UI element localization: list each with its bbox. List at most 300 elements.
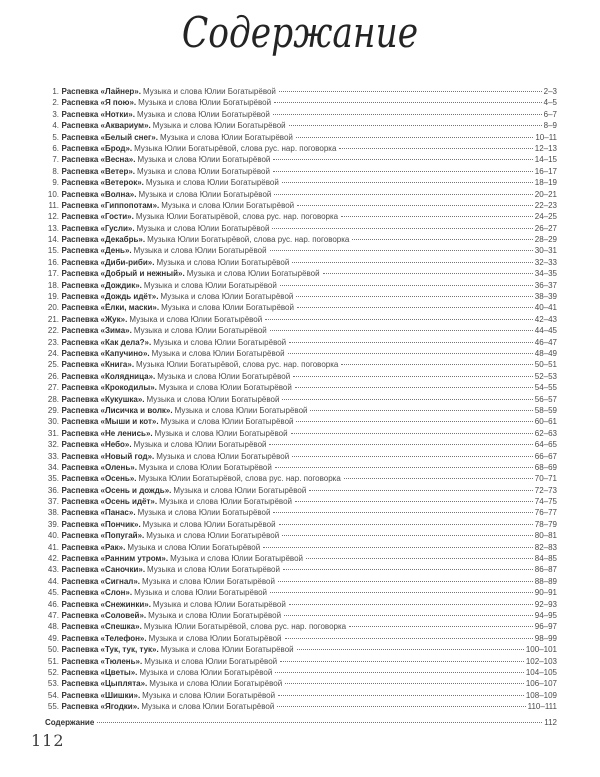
toc-entry-credit: Музыка и слова Юлии Богатырёвой (138, 462, 272, 472)
toc-entry (45, 189, 557, 200)
toc-entry-pages: 2–3 (543, 87, 557, 96)
toc-list (45, 86, 557, 712)
toc-entry-text (62, 291, 294, 302)
toc-entry-title: Распевка «Добрый и нежный». (61, 269, 185, 279)
toc-entry-credit: Музыка и слова Юлии Богатырёвой (137, 508, 271, 518)
toc-entry-pages: 68–69 (534, 462, 557, 472)
toc-leader-dots (310, 410, 532, 411)
toc-entry-credit: Музыка и слова Юлии Богатырёвой (148, 610, 282, 620)
toc-entry-text (62, 656, 278, 667)
toc-entry-credit: Музыка и слова Юлии Богатырёвой (134, 588, 268, 598)
toc-entry-title: Распевка «Соловей». (61, 610, 147, 620)
toc-leader-dots (306, 558, 533, 559)
toc-entry-title: Распевка «Небо». (61, 440, 132, 450)
toc-entry (45, 280, 557, 291)
toc-entry-pages: 38–39 (534, 292, 557, 302)
toc-entry-text (62, 154, 271, 165)
toc-entry-credit: Музыка и слова Юлии Богатырёвой (186, 269, 320, 279)
toc-entry-credit: Музыка и слова Юлии Богатырёвой (145, 178, 279, 188)
toc-entry-pages: 66–67 (534, 451, 557, 461)
toc-entry-number: 33. (47, 451, 59, 461)
toc-entry-pages: 74–75 (534, 497, 557, 507)
toc-entry-credit: Музыка и слова Юлии Богатырёвой (146, 531, 280, 541)
toc-entry-credit: Музыка и слова Юлии Богатырёвой (161, 303, 294, 313)
toc-entry-credit: Музыка Юлии Богатырёвой, слова рус. нар. поговорка (138, 474, 341, 484)
toc-entry (45, 154, 557, 165)
toc-entry-credit: Музыка и слова Юлии Богатырёвой (161, 200, 295, 210)
toc-entry-number: 41. (47, 542, 59, 552)
toc-footer-label: Содержание (45, 718, 95, 727)
toc-entry-number: 47. (47, 610, 59, 620)
toc-entry-pages: 4–5 (543, 98, 557, 108)
toc-entry-credit: Музыка и слова Юлии Богатырёвой (142, 87, 276, 96)
toc-entry-pages: 100–101 (525, 645, 557, 655)
toc-entry-credit: Музыка и слова Юлии Богатырёвой (138, 98, 272, 108)
toc-leader-dots (274, 194, 532, 195)
toc-entry (45, 633, 557, 644)
toc-entry-number: 48. (47, 622, 59, 632)
toc-entry (45, 496, 557, 507)
toc-leader-dots (292, 456, 533, 457)
toc-entry-number: 29. (47, 405, 59, 415)
toc-entry-pages: 40–41 (534, 303, 557, 313)
toc-entry-title: Распевка «Как дела?». (61, 337, 152, 347)
toc-entry (45, 599, 557, 610)
toc-entry-pages: 110–111 (527, 702, 557, 712)
toc-entry-number: 16. (47, 257, 59, 267)
toc-entry (45, 382, 557, 393)
toc-entry-pages: 16–17 (534, 166, 557, 176)
toc-entry-number: 24. (47, 348, 59, 358)
toc-leader-dots (263, 547, 533, 548)
toc-entry-text (62, 496, 293, 507)
toc-entry-credit: Музыка Юлии Богатырёвой, слова рус. нар. поговорка (136, 360, 339, 370)
toc-entry-title: Распевка «Осень». (61, 474, 137, 484)
toc-leader-dots (296, 421, 532, 422)
toc-entry-number: 11. (48, 200, 59, 210)
toc-entry-number: 18. (47, 280, 59, 290)
toc-entry-pages: 8–9 (543, 121, 557, 131)
toc-entry-number: 38. (47, 508, 59, 518)
toc-entry-title: Распевка «Олень». (61, 462, 137, 472)
toc-entry-title: Распевка «Саночки». (61, 565, 146, 575)
toc-entry-pages: 86–87 (534, 565, 557, 575)
toc-entry (45, 507, 557, 518)
toc-entry (45, 257, 557, 268)
toc-entry-number: 9. (52, 178, 59, 188)
toc-leader-dots (352, 239, 532, 240)
toc-leader-dots (272, 228, 532, 229)
toc-entry-text (62, 701, 275, 712)
toc-entry-text (62, 519, 276, 530)
toc-entry-pages: 92–93 (534, 599, 557, 609)
toc-leader-dots (323, 273, 533, 274)
toc-entry-credit: Музыка и слова Юлии Богатырёвой (153, 337, 287, 347)
toc-entry-text (62, 143, 337, 154)
toc-entry (45, 86, 557, 97)
toc-entry (45, 314, 557, 325)
toc-entry-title: Распевка «Попугай». (61, 531, 145, 541)
toc-entry-number: 36. (47, 485, 59, 495)
toc-entry-text (62, 97, 272, 108)
toc-leader-dots (339, 148, 532, 149)
toc-entry (45, 268, 557, 279)
toc-entry-text (62, 314, 263, 325)
page-number: 112 (31, 731, 65, 750)
toc-entry-text (62, 690, 276, 701)
toc-entry-pages: 84–85 (534, 554, 557, 564)
toc-entry-text (62, 257, 290, 268)
toc-leader-dots (279, 524, 533, 525)
toc-entry (45, 348, 557, 359)
toc-leader-dots (297, 205, 533, 206)
toc-entry-pages: 52–53 (534, 371, 557, 381)
toc-entry (45, 564, 557, 575)
toc-entry-number: 52. (47, 667, 59, 677)
toc-entry-number: 27. (47, 383, 59, 393)
toc-entry-credit: Музыка Юлии Богатырёвой, слова рус. нар. поговорка (147, 235, 350, 245)
toc-entry (45, 143, 557, 154)
toc-entry-credit: Музыка и слова Юлии Богатырёвой (152, 599, 286, 609)
toc-leader-dots (282, 182, 533, 183)
toc-leader-dots (344, 478, 533, 479)
toc-entry-pages: 64–65 (534, 440, 557, 450)
toc-entry-title: Распевка «Кукушка». (61, 394, 145, 404)
toc-leader-dots (289, 604, 533, 605)
toc-entry (45, 211, 557, 222)
toc-leader-dots (297, 649, 524, 650)
toc-leader-dots (295, 387, 533, 388)
toc-entry (45, 97, 557, 108)
toc-entry-number: 34. (47, 462, 59, 472)
toc-leader-dots (289, 125, 542, 126)
toc-entry-credit: Музыка и слова Юлии Богатырёвой (139, 667, 273, 677)
toc-entry-credit: Музыка и слова Юлии Богатырёвой (158, 383, 292, 393)
toc-entry (45, 701, 557, 712)
toc-entry-credit: Музыка и слова Юлии Богатырёвой (147, 565, 280, 575)
toc-entry (45, 667, 557, 678)
toc-entry-credit: Музыка и слова Юлии Богатырёвой (141, 702, 275, 712)
toc-entry-text (62, 109, 270, 120)
toc-entry-text (62, 633, 282, 644)
toc-entry-title: Распевка «Крокодилы». (61, 383, 157, 393)
toc-entry-text (62, 416, 294, 427)
toc-entry (45, 587, 557, 598)
toc-entry-text (62, 587, 268, 598)
toc-entry-pages: 32–33 (534, 257, 557, 267)
toc-entry-pages: 62–63 (534, 428, 557, 438)
toc-leader-dots (285, 638, 533, 639)
toc-entry-credit: Музыка и слова Юлии Богатырёвой (170, 554, 303, 564)
toc-footer-leader-dots (97, 722, 542, 723)
toc-entry-title: Распевка «Я пою». (61, 98, 137, 108)
toc-entry-pages: 6–7 (543, 109, 557, 119)
toc-entry-credit: Музыка и слова Юлии Богатырёвой (127, 542, 261, 552)
toc-entry-pages: 72–73 (534, 485, 557, 495)
toc-entry-credit: Музыка и слова Юлии Богатырёвой (133, 326, 267, 336)
toc-entry-pages: 80–81 (534, 531, 557, 541)
toc-entry-title: Распевка «Диби-риби». (61, 257, 155, 267)
toc-entry-text (62, 211, 339, 222)
toc-entry-number: 51. (47, 656, 59, 666)
toc-entry-title: Распевка «Тюлень». (61, 656, 143, 666)
toc-entry-pages: 44–45 (534, 326, 557, 336)
toc-entry-credit: Музыка и слова Юлии Богатырёвой (137, 155, 271, 165)
toc-entry (45, 542, 557, 553)
toc-leader-dots (296, 296, 532, 297)
toc-entry-number: 49. (47, 633, 59, 643)
toc-entry-title: Распевка «Ёлки, маски». (61, 303, 160, 313)
toc-entry-title: Распевка «Спешка». (61, 622, 142, 632)
toc-entry-title: Распевка «Осень идёт». (61, 497, 158, 507)
toc-entry-credit: Музыка и слова Юлии Богатырёвой (148, 633, 282, 643)
toc-entry-title: Распевка «Сигнал». (61, 576, 141, 586)
toc-entry-number: 3. (52, 109, 59, 119)
toc-leader-dots (285, 683, 524, 684)
toc-entry (45, 576, 557, 587)
toc-entry-title: Распевка «Брод». (61, 143, 133, 153)
toc-leader-dots (270, 330, 533, 331)
toc-entry-number: 30. (47, 417, 59, 427)
toc-entry-credit: Музыка и слова Юлии Богатырёвой (157, 371, 291, 381)
toc-entry-pages: 22–23 (534, 200, 557, 210)
toc-entry (45, 120, 557, 131)
toc-entry-title: Распевка «Декабрь». (61, 235, 146, 245)
toc-footer-row (45, 717, 557, 728)
toc-entry-pages: 76–77 (534, 508, 557, 518)
toc-leader-dots (274, 102, 542, 103)
toc-entry-text (62, 451, 290, 462)
toc-entry-number: 54. (47, 690, 59, 700)
toc-entry-pages: 60–61 (534, 417, 557, 427)
toc-entry-title: Распевка «Гусли». (61, 223, 135, 233)
toc-entry-title: Распевка «Не ленись». (61, 428, 153, 438)
toc-entry-title: Распевка «Мыши и кот». (61, 417, 159, 427)
toc-leader-dots (282, 399, 532, 400)
toc-entry-credit: Музыка и слова Юлии Богатырёвой (138, 189, 272, 199)
toc-entry-credit: Музыка и слова Юлии Богатырёвой (144, 656, 278, 666)
toc-leader-dots (273, 512, 532, 513)
toc-entry-title: Распевка «Панас». (61, 508, 136, 518)
toc-entry-text (62, 177, 279, 188)
toc-entry (45, 359, 557, 370)
toc-entry-title: Распевка «Снежинки». (61, 599, 151, 609)
toc-entry-number: 25. (47, 360, 59, 370)
toc-entry (45, 394, 557, 405)
toc-entry (45, 325, 557, 336)
toc-entry (45, 428, 557, 439)
toc-entry-text (62, 223, 270, 234)
toc-leader-dots (284, 615, 533, 616)
toc-entry-number: 12. (47, 212, 59, 222)
toc-leader-dots (296, 137, 533, 138)
toc-entry (45, 166, 557, 177)
toc-entry-pages: 58–59 (534, 405, 557, 415)
toc-entry-title: Распевка «Капучино». (61, 348, 150, 358)
toc-entry-credit: Музыка Юлии Богатырёвой, слова рус. нар. поговорка (134, 143, 337, 153)
toc-entry (45, 485, 557, 496)
toc-entry-credit: Музыка и слова Юлии Богатырёвой (136, 223, 270, 233)
toc-leader-dots (278, 581, 533, 582)
toc-entry-text (62, 610, 282, 621)
toc-entry-title: Распевка «Ягодки». (61, 702, 140, 712)
toc-entry-text (62, 405, 308, 416)
toc-entry-text (62, 234, 350, 245)
toc-entry (45, 530, 557, 541)
toc-entry-title: Распевка «Жук». (61, 314, 128, 324)
toc-entry-text (62, 473, 341, 484)
toc-entry-title: Распевка «Телефон». (61, 633, 147, 643)
toc-entry-title: Распевка «Белый снег». (61, 132, 158, 142)
toc-leader-dots (293, 376, 533, 377)
toc-entry-pages: 46–47 (534, 337, 557, 347)
toc-entry-number: 15. (47, 246, 59, 256)
toc-entry-credit: Музыка и слова Юлии Богатырёвой (142, 519, 276, 529)
toc-entry-number: 5. (52, 132, 59, 142)
toc-entry (45, 132, 557, 143)
toc-entry (45, 610, 557, 621)
toc-leader-dots (292, 262, 532, 263)
toc-entry-credit: Музыка и слова Юлии Богатырёвой (146, 394, 280, 404)
toc-leader-dots (289, 342, 533, 343)
toc-entry (45, 690, 557, 701)
toc-leader-dots (288, 353, 533, 354)
toc-entry-text (62, 302, 294, 313)
toc-entry-title: Распевка «Ветерок». (61, 178, 144, 188)
toc-entry-pages: 10–11 (535, 132, 557, 142)
toc-entry-pages: 90–91 (534, 588, 557, 598)
toc-entry (45, 291, 557, 302)
toc-entry-pages: 106–107 (525, 679, 557, 689)
toc-entry-pages: 96–97 (534, 622, 557, 632)
toc-entry-title: Распевка «Шишки». (61, 690, 141, 700)
toc-entry-pages: 42–43 (534, 314, 557, 324)
toc-entry-credit: Музыка и слова Юлии Богатырёвой (159, 132, 293, 142)
toc-entry-text (62, 564, 280, 575)
toc-entry-number: 4. (52, 121, 59, 131)
toc-entry-title: Распевка «Ветер». (61, 166, 135, 176)
toc-entry-text (62, 428, 288, 439)
toc-entry-number: 21. (47, 314, 59, 324)
toc-entry-text (62, 120, 286, 131)
toc-leader-dots (277, 706, 525, 707)
toc-leader-dots (273, 114, 542, 115)
toc-entry-text (62, 245, 267, 256)
toc-entry-text (62, 678, 283, 689)
toc-entry-title: Распевка «Книга». (61, 360, 135, 370)
toc-entry-pages: 54–55 (534, 383, 557, 393)
toc-entry-title: Распевка «Гиппопотам». (61, 200, 160, 210)
toc-entry-title: Распевка «Весна». (61, 155, 136, 165)
toc-entry-text (62, 280, 277, 291)
toc-leader-dots (275, 672, 524, 673)
toc-entry (45, 462, 557, 473)
toc-entry-title: Распевка «Гости». (61, 212, 134, 222)
toc-entry-number: 43. (47, 565, 59, 575)
toc-entry-credit: Музыка и слова Юлии Богатырёвой (143, 280, 277, 290)
toc-entry-pages: 98–99 (534, 633, 557, 643)
toc-entry-text (62, 325, 267, 336)
toc-leader-dots (280, 285, 533, 286)
toc-entry (45, 519, 557, 530)
toc-entry-title: Распевка «Нотки». (61, 109, 135, 119)
toc-leader-dots (273, 159, 532, 160)
toc-entry-title: Распевка «Цветы». (61, 667, 138, 677)
toc-entry-credit: Музыка и слова Юлии Богатырёвой (159, 497, 292, 507)
toc-entry-number: 13. (47, 223, 59, 233)
toc-entry-pages: 56–57 (534, 394, 557, 404)
toc-entry-title: Распевка «Слон». (61, 588, 133, 598)
toc-entry-pages: 28–29 (534, 235, 557, 245)
toc-leader-dots (280, 661, 524, 662)
toc-entry-title: Распевка «Аквариум». (61, 121, 151, 131)
toc-entry-number: 46. (47, 599, 59, 609)
toc-entry-text (62, 644, 294, 655)
toc-entry-number: 28. (47, 394, 59, 404)
toc-entry-pages: 94–95 (534, 610, 557, 620)
toc-entry-credit: Музыка и слова Юлии Богатырёвой (149, 679, 283, 689)
toc-entry (45, 451, 557, 462)
toc-entry-text (62, 348, 285, 359)
toc-entry-credit: Музыка и слова Юлии Богатырёвой (152, 121, 286, 131)
toc-entry (45, 678, 557, 689)
toc-entry-credit: Музыка и слова Юлии Богатырёвой (156, 257, 290, 267)
toc-entry-number: 19. (47, 292, 59, 302)
toc-leader-dots (295, 501, 533, 502)
toc-entry-credit: Музыка и слова Юлии Богатырёвой (151, 348, 285, 358)
toc-entry-credit: Музыка и слова Юлии Богатырёвой (133, 246, 267, 256)
toc-leader-dots (270, 592, 533, 593)
toc-entry-text (62, 507, 271, 518)
toc-entry (45, 234, 557, 245)
toc-entry-pages: 34–35 (534, 269, 557, 279)
toc-entry (45, 644, 557, 655)
toc-entry-text (62, 553, 303, 564)
toc-entry-pages: 78–79 (534, 519, 557, 529)
toc-entry-number: 2. (52, 98, 59, 108)
toc-entry-pages: 30–31 (534, 246, 557, 256)
toc-entry-credit: Музыка и слова Юлии Богатырёвой (129, 314, 263, 324)
toc-entry-credit: Музыка Юлии Богатырёвой, слова рус. нар. поговорка (143, 622, 347, 632)
toc-entry-credit: Музыка и слова Юлии Богатырёвой (160, 417, 294, 427)
toc-entry-pages: 70–71 (534, 474, 557, 484)
toc-footer (45, 717, 557, 728)
toc-entry-text (62, 576, 275, 587)
toc-entry-text (62, 189, 272, 200)
toc-entry-text (62, 359, 339, 370)
toc-leader-dots (309, 490, 532, 491)
toc-leader-dots (291, 433, 533, 434)
toc-entry-number: 50. (47, 645, 59, 655)
toc-entry-number: 55. (47, 702, 59, 712)
toc-entry-title: Распевка «Волна». (61, 189, 137, 199)
page-title: Содержание (181, 8, 419, 57)
toc-leader-dots (265, 319, 533, 320)
toc-entry-pages: 14–15 (534, 155, 557, 165)
toc-entry-title: Распевка «Цыплята». (61, 679, 148, 689)
toc-entry-title: Распевка «Дождь идёт». (61, 292, 159, 302)
toc-footer-pages: 112 (544, 718, 557, 727)
toc-entry-number: 32. (47, 440, 59, 450)
toc-entry-pages: 108–109 (525, 690, 557, 700)
toc-entry-pages: 102–103 (525, 656, 557, 666)
toc-entry-title: Распевка «Новый год». (61, 451, 155, 461)
toc-leader-dots (283, 569, 533, 570)
toc-entry-number: 42. (47, 554, 59, 564)
toc-entry-credit: Музыка и слова Юлии Богатырёвой (142, 576, 275, 586)
toc-entry-text (62, 382, 292, 393)
toc-entry-pages: 24–25 (534, 212, 557, 222)
